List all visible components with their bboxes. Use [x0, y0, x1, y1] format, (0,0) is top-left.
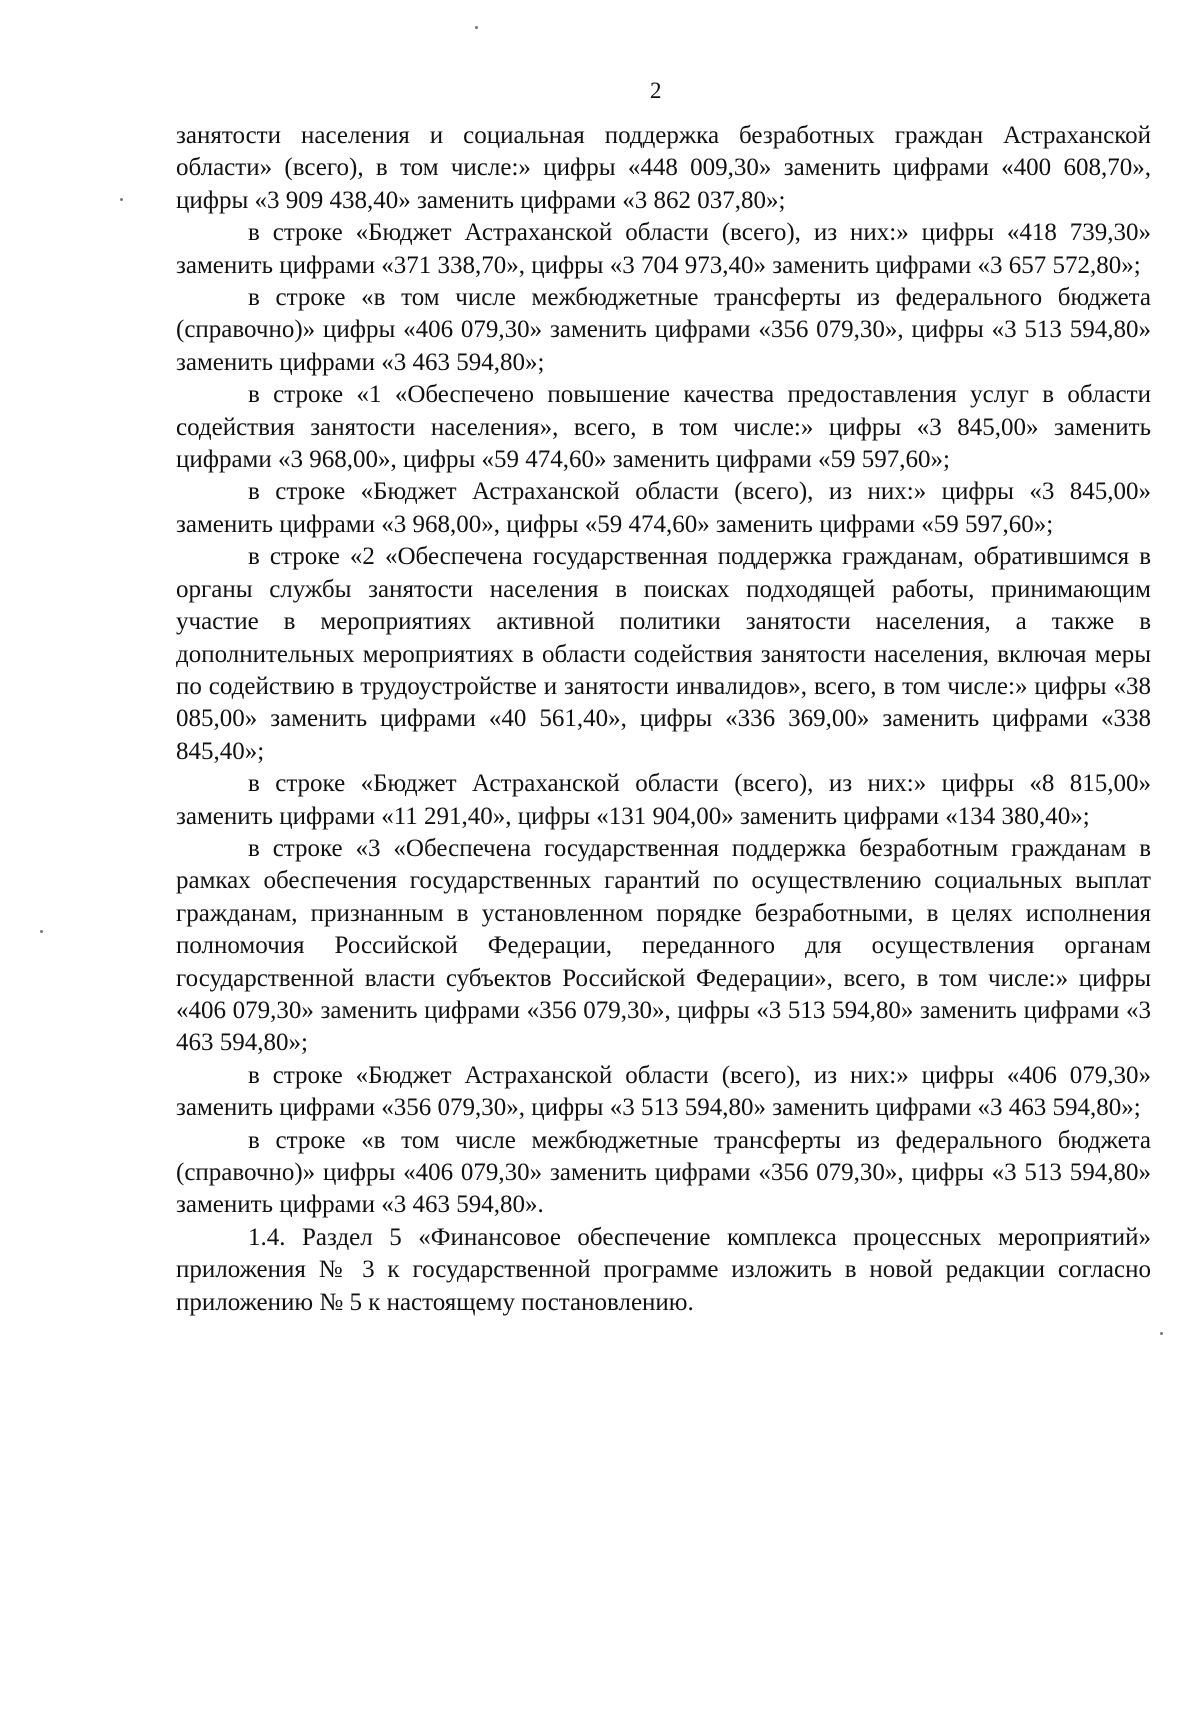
paragraph-3: в строке «в том числе межбюджетные трансферты из федерального бюджета (справочно)» цифры «406 079,30» заменить цифрами «356 079,30», цифры «3 513 594,80» заменить цифрами «3 463 594,80»;	[176, 284, 1151, 376]
paragraph-7: в строке «Бюджет Астраханской области (всего), из них:» цифры «8 815,00» заменить цифрами «11 291,40», цифры «131 904,00» заменить цифрами «134 380,40»;	[176, 770, 1151, 830]
scan-speck	[1160, 1332, 1163, 1335]
paragraph-6: в строке «2 «Обеспечена государственная поддержка гражданам, обратившимся в органы службы занятости населения в поисках подходящей работы, принимающим участие в мероприятиях активной политики занятости населения, а также в дополнительных мероприятиях в области содействия занятости населения, включая меры по содействию в трудоустройстве и занятости инвалидов», всего, в том числе:» цифры «38 085,00» заменить цифрами «40 561,40», цифры «336 369,00» заменить цифрами «338 845,40»;	[176, 543, 1151, 765]
document-body	[176, 120, 1151, 1319]
paragraph-4: в строке «1 «Обеспечено повышение качества предоставления услуг в области содействия занятости населения», всего, в том числе:» цифры «3 845,00» заменить цифрами «3 968,00», цифры «59 474,60» заменить цифрами «59 597,60»;	[176, 381, 1151, 474]
paragraph-8: в строке «3 «Обеспечена государственная поддержка безработным гражданам в рамках обеспечения государственных гарантий по осуществлению социальных выплат гражданам, признанным в установленном порядке безработными, в целях исполнения полномочия Российской Федерации, переданного для осуществления органам государственной власти субъектов Российской Федерации», всего, в том числе:» цифры «406 079,30» заменить цифрами «356 079,30», цифры «3 513 594,80» заменить цифрами «3 463 594,80»;	[176, 834, 1151, 1057]
scan-speck	[120, 198, 123, 201]
paragraph-1: занятости населения и социальная поддержка безработных граждан Астраханской области» (всего), в том числе:» цифры «448 009,30» заменить цифрами «400 608,70», цифры «3 909 438,40» заменить цифрами «3 862 037,80»;	[176, 122, 1151, 214]
paragraph-5: в строке «Бюджет Астраханской области (всего), из них:» цифры «3 845,00» заменить цифрами «3 968,00», цифры «59 474,60» заменить цифрами «59 597,60»;	[176, 478, 1151, 538]
scan-speck	[475, 26, 478, 29]
paragraph-10: в строке «в том числе межбюджетные трансферты из федерального бюджета (справочно)» цифры «406 079,30» заменить цифрами «356 079,30», цифры «3 513 594,80» заменить цифрами «3 463 594,80».	[176, 1126, 1151, 1219]
scan-speck	[40, 930, 43, 933]
paragraph-2: в строке «Бюджет Астраханской области (всего), из них:» цифры «418 739,30» заменить цифрами «371 338,70», цифры «3 704 973,40» заменить цифрами «3 657 572,80»;	[176, 219, 1151, 279]
paragraph-11: 1.4. Раздел 5 «Финансовое обеспечение комплекса процессных мероприятий» приложения № 3 к государственной программе изложить в новой редакции согласно приложению № 5 к настоящему постановлению.	[176, 1223, 1151, 1316]
page-number: 2	[650, 78, 662, 103]
paragraph-9: в строке «Бюджет Астраханской области (всего), из них:» цифры «406 079,30» заменить цифрами «356 079,30», цифры «3 513 594,80» заменить цифрами «3 463 594,80»;	[176, 1061, 1151, 1122]
